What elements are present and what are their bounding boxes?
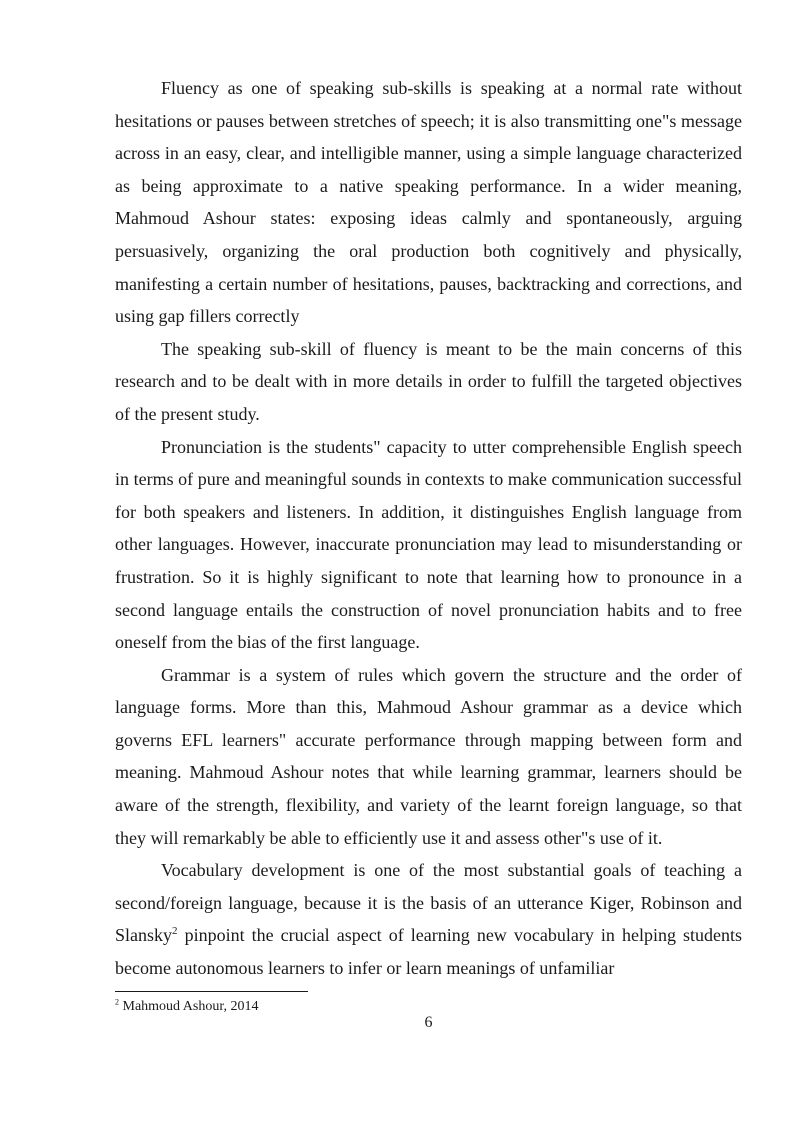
paragraph-pronunciation: Pronunciation is the students" capacity to utter comprehensible English speech in terms of pure and meaningful sounds in contexts to make communication successful for both speakers and listeners. In addition, it distinguishes English language from other languages. However, inaccurate pronunciation may lead to misunderstanding or frustration. So it is highly significant to note that learning how to pronounce in a second language entails the construction of novel pronunciation habits and to free oneself from the bias of the first language. — [115, 436, 742, 653]
paragraph-vocabulary-text-start: Vocabulary development is one of the most substantial goals of teaching a second/foreign language, because it is the basis of an utterance Kiger, Robinson and Slansky — [115, 860, 742, 946]
body-text — [115, 72, 742, 985]
footnote-mark: 2 — [115, 997, 119, 1007]
paragraph-fluency: Fluency as one of speaking sub-skills is speaking at a normal rate without hesitations or pauses between stretches of speech; it is also transmitting one"s message across in an easy, clear, and intelligible manner, using a simple language characterized as being approximate to a native speaking performance. In a wider meaning, Mahmoud Ashour states: exposing ideas calmly and spontaneously, arguing persuasively, organizing the oral production both cognitively and physically, manifesting a certain number of hesitations, pauses, backtracking and corrections, and using gap fillers correctly — [115, 78, 742, 327]
paragraph-vocabulary-text-end: pinpoint the crucial aspect of learning new vocabulary in helping students become autonomous learners to infer or learn meanings of unfamiliar — [115, 925, 742, 979]
footnote-separator — [115, 991, 308, 992]
footnote-reference-mark: 2 — [172, 925, 178, 938]
paragraph-fluency-focus: The speaking sub-skill of fluency is meant to be the main concerns of this research and to be dealt with in more details in order to fulfill the targeted objectives of the present study. — [115, 338, 742, 424]
footnote-text: Mahmoud Ashour, 2014 — [119, 999, 259, 1014]
paragraph-grammar: Grammar is a system of rules which govern the structure and the order of language forms. More than this, Mahmoud Ashour grammar as a device which governs EFL learners" accurate performance through mapping between form and meaning. Mahmoud Ashour notes that while learning grammar, learners should be aware of the strength, flexibility, and variety of the learnt foreign language, so that they will remarkably be able to efficiently use it and assess other"s use of it. — [115, 664, 742, 848]
paragraph-vocabulary — [115, 854, 742, 984]
page-number: 6 — [424, 1014, 433, 1031]
